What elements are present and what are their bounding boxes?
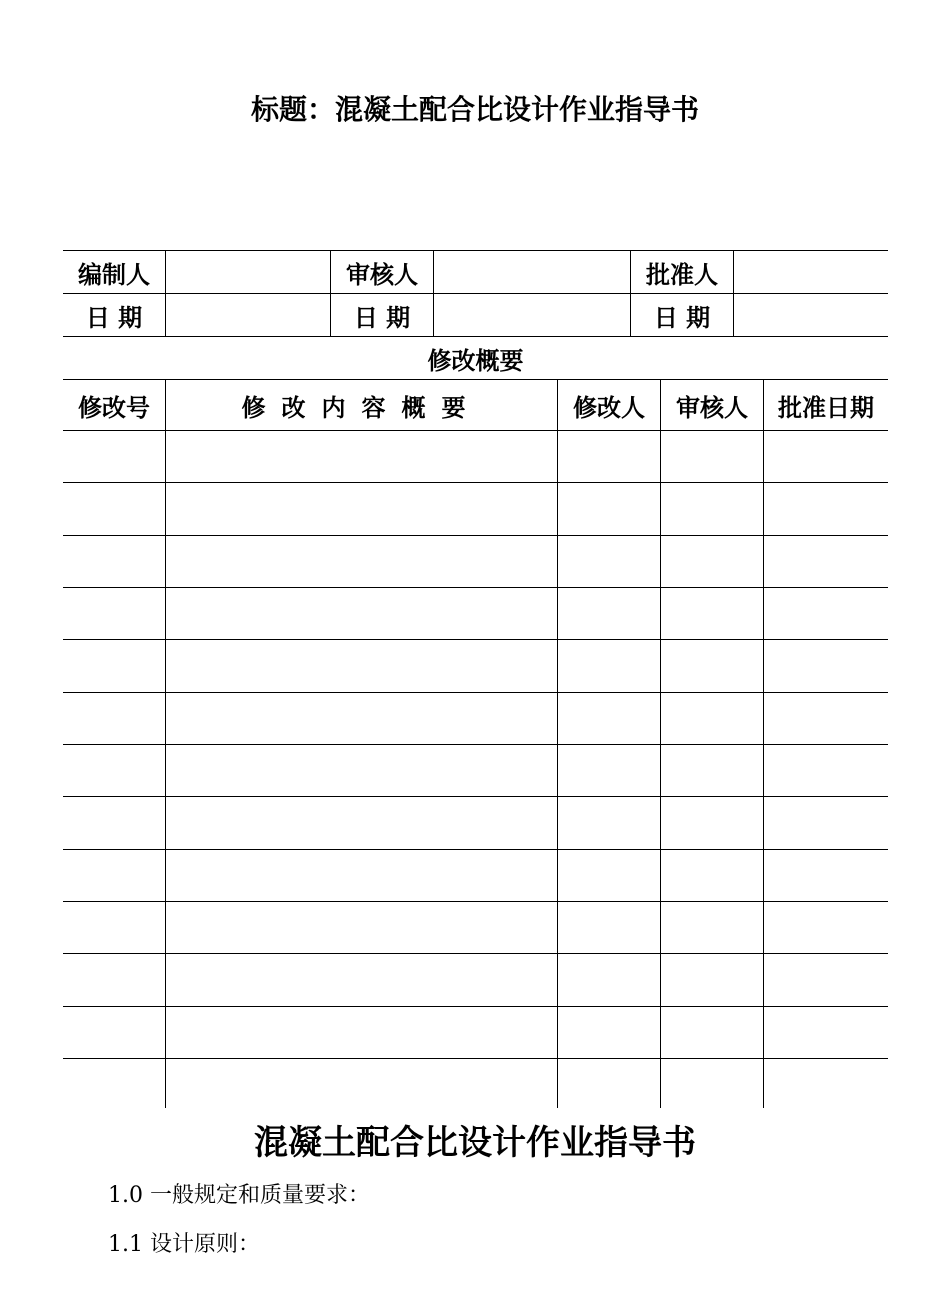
table-cell[interactable] <box>558 745 660 796</box>
table-cell[interactable] <box>63 745 165 796</box>
approver-field[interactable] <box>734 251 887 293</box>
table-cell[interactable] <box>558 640 660 691</box>
table-cell[interactable] <box>558 954 660 1005</box>
table-cell[interactable] <box>63 902 165 953</box>
table-cell[interactable] <box>661 483 763 534</box>
review-date-field[interactable] <box>434 294 629 336</box>
compiler-field[interactable] <box>166 251 329 293</box>
review-date-label: 日 期 <box>353 302 411 332</box>
table-cell[interactable] <box>63 536 165 587</box>
col-header-approval-date: 批准日期 <box>778 392 874 422</box>
table-cell[interactable] <box>166 850 557 901</box>
col-header-reviewer: 审核人 <box>676 392 748 422</box>
compiler-label: 编制人 <box>78 259 150 289</box>
table-cell[interactable] <box>764 745 888 796</box>
table-cell[interactable] <box>764 902 888 953</box>
table-cell[interactable] <box>166 588 557 639</box>
table-cell[interactable] <box>166 483 557 534</box>
table-cell[interactable] <box>764 1007 888 1058</box>
table-cell[interactable] <box>661 902 763 953</box>
table-cell[interactable] <box>63 640 165 691</box>
document-title: 混凝土配合比设计作业指导书 <box>254 1123 696 1163</box>
approval-date-field[interactable] <box>734 294 887 336</box>
table-cell[interactable] <box>764 797 888 848</box>
approver-label: 批准人 <box>646 259 718 289</box>
table-cell[interactable] <box>558 431 660 482</box>
page-title: 标题：混凝土配合比设计作业指导书 <box>250 93 699 126</box>
table-cell[interactable] <box>166 536 557 587</box>
table-cell[interactable] <box>558 693 660 744</box>
table-cell[interactable] <box>764 850 888 901</box>
table-cell[interactable] <box>661 640 763 691</box>
table-cell[interactable] <box>558 850 660 901</box>
table-cell[interactable] <box>63 431 165 482</box>
table-cell[interactable] <box>166 1007 557 1058</box>
table-cell[interactable] <box>764 483 888 534</box>
table-cell[interactable] <box>558 483 660 534</box>
table-cell[interactable] <box>166 640 557 691</box>
table-cell[interactable] <box>63 483 165 534</box>
table-cell[interactable] <box>661 797 763 848</box>
compile-date-label: 日 期 <box>85 302 143 332</box>
table-cell[interactable] <box>661 1059 763 1110</box>
table-cell[interactable] <box>764 640 888 691</box>
reviewer-label: 审核人 <box>346 259 418 289</box>
table-cell[interactable] <box>661 745 763 796</box>
table-cell[interactable] <box>166 431 557 482</box>
table-cell[interactable] <box>63 693 165 744</box>
table-cell[interactable] <box>63 1007 165 1058</box>
table-cell[interactable] <box>63 588 165 639</box>
table-cell[interactable] <box>558 1007 660 1058</box>
table-cell[interactable] <box>764 954 888 1005</box>
reviewer-field[interactable] <box>434 251 629 293</box>
table-cell[interactable] <box>764 1059 888 1110</box>
table-cell[interactable] <box>764 536 888 587</box>
table-cell[interactable] <box>764 431 888 482</box>
table-cell[interactable] <box>764 588 888 639</box>
table-cell[interactable] <box>661 536 763 587</box>
table-cell[interactable] <box>558 902 660 953</box>
table-cell[interactable] <box>558 1059 660 1110</box>
table-cell[interactable] <box>166 902 557 953</box>
table-cell[interactable] <box>661 693 763 744</box>
col-header-revision-content: 修改内容概要 <box>241 392 482 422</box>
table-cell[interactable] <box>558 536 660 587</box>
table-cell[interactable] <box>166 693 557 744</box>
col-header-modifier: 修改人 <box>573 392 645 422</box>
table-cell[interactable] <box>63 954 165 1005</box>
section-heading-1-0: 1.0 一般规定和质量要求： <box>108 1183 370 1208</box>
table-cell[interactable] <box>764 693 888 744</box>
table-divider <box>63 336 888 337</box>
table-cell[interactable] <box>661 1007 763 1058</box>
compile-date-field[interactable] <box>166 294 329 336</box>
table-cell[interactable] <box>63 797 165 848</box>
col-header-revision-no: 修改号 <box>78 392 150 422</box>
table-cell[interactable] <box>661 954 763 1005</box>
table-cell[interactable] <box>661 431 763 482</box>
approval-date-label: 日 期 <box>653 302 711 332</box>
section-heading-1-1: 1.1 设计原则： <box>108 1232 260 1257</box>
table-cell[interactable] <box>166 745 557 796</box>
table-cell[interactable] <box>558 588 660 639</box>
table-cell[interactable] <box>63 850 165 901</box>
table-cell[interactable] <box>166 954 557 1005</box>
table-cell[interactable] <box>558 797 660 848</box>
table-cell[interactable] <box>661 588 763 639</box>
revision-section-title: 修改概要 <box>427 345 524 375</box>
table-cell[interactable] <box>166 797 557 848</box>
table-cell[interactable] <box>166 1059 557 1110</box>
table-cell[interactable] <box>63 1059 165 1110</box>
table-cell[interactable] <box>661 850 763 901</box>
